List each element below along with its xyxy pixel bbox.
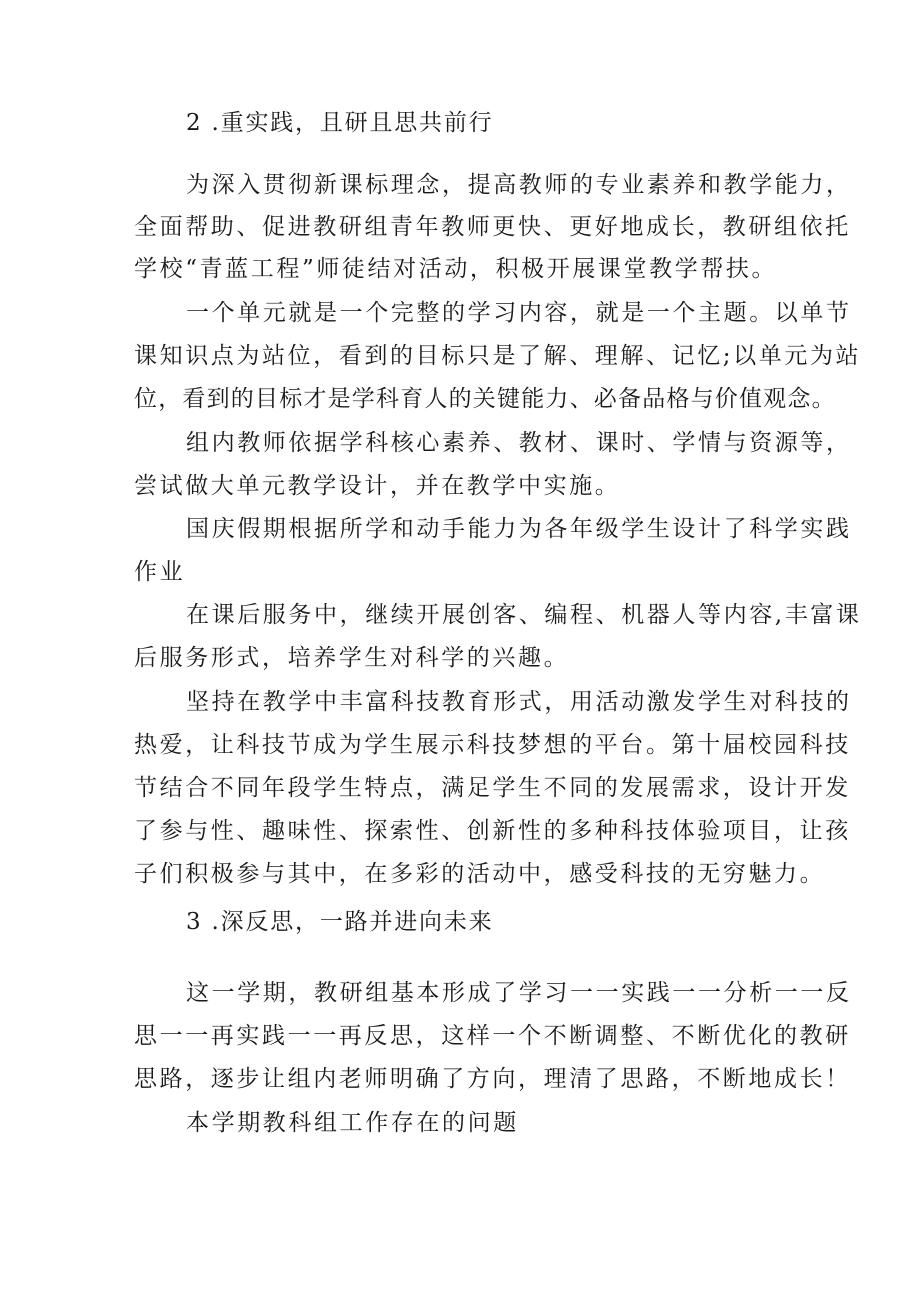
text-line: 坚持在教学中丰富科技教育形式，用活动激发学生对科技的: [186, 689, 852, 715]
text-line: 作业: [134, 559, 186, 585]
text-line: 这一学期，教研组基本形成了学习一一实践一一分析一一反: [186, 980, 852, 1006]
text-line: 了参与性、趣味性、探索性、创新性的多种科技体验项目，让孩: [134, 818, 851, 844]
text-line: 节结合不同年段学生特点，满足学生不同的发展需求，设计开发: [134, 775, 851, 801]
text-line: 位，看到的目标才是学科育人的关键能力、必备品格与价值观念。: [134, 386, 836, 412]
text-line: 热爱，让科技节成为学生展示科技梦想的平台。第十届校园科技: [134, 732, 851, 758]
text-line: 子们积极参与其中，在多彩的活动中，感受科技的无穷魅力。: [134, 861, 826, 887]
text-line: 组内教师依据学科核心素养、教材、课时、学情与资源等，: [186, 430, 852, 456]
text-line: 尝试做大单元教学设计，并在教学中实施。: [134, 473, 621, 499]
text-line: 为深入贯彻新课标理念，提高教师的专业素养和教学能力，: [186, 172, 852, 198]
text-line: 一个单元就是一个完整的学习内容，就是一个主题。以单节: [186, 300, 852, 326]
text-line: 思路，逐步让组内老师明确了方向，理清了思路，不断地成长！: [134, 1066, 851, 1092]
text-line: 课知识点为站位，看到的目标只是了解、理解、记忆;以单元为站: [134, 343, 862, 369]
text-line: 在课后服务中，继续开展创客、编程、机器人等内容,丰富课: [186, 602, 862, 628]
text-line: 思一一再实践一一再反思，这样一个不断调整、不断优化的教研: [134, 1023, 851, 1049]
text-line: 本学期教科组工作存在的问题: [186, 1110, 519, 1136]
section-heading-2: 2 .重实践，且研且思共前行: [186, 110, 494, 136]
section-heading-3: 3 .深反思，一路并进向未来: [186, 909, 494, 935]
text-line: 全面帮助、促进教研组青年教师更快、更好地成长，教研组依托: [134, 214, 851, 240]
text-line: 学校“青蓝工程”师徒结对活动，积极开展课堂教学帮扶。: [134, 256, 778, 282]
text-line: 国庆假期根据所学和动手能力为各年级学生设计了科学实践: [186, 516, 852, 542]
text-line: 后服务形式，培养学生对科学的兴趣。: [134, 645, 570, 671]
